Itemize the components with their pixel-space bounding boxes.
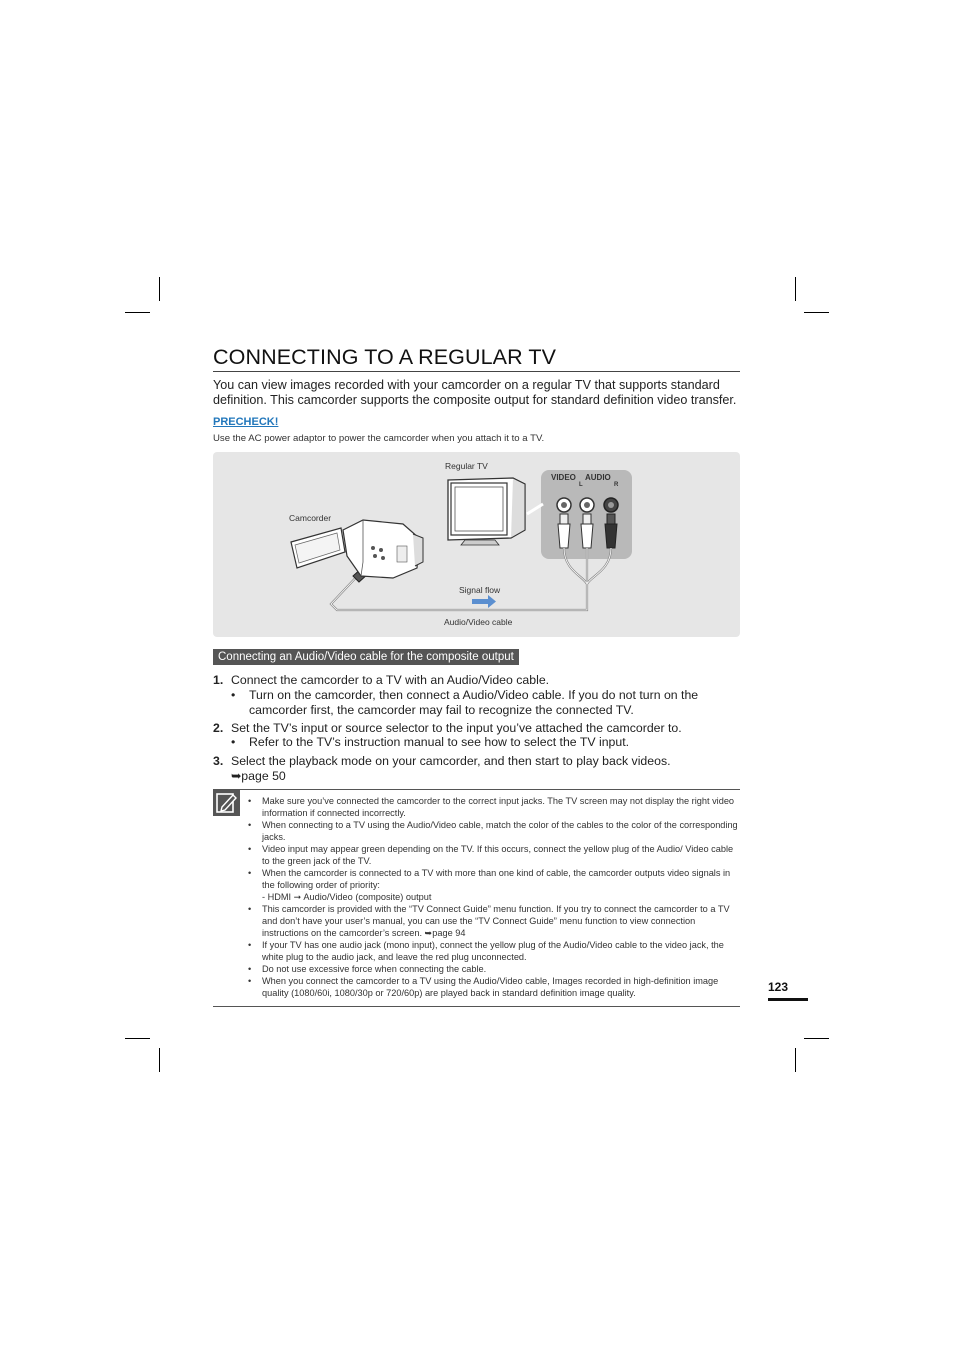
tv-jacks xyxy=(557,498,618,512)
step-text: Select the playback mode on your camcorder, and then start to play back videos. xyxy=(231,754,671,768)
page-number-bar xyxy=(768,998,808,1001)
crop-mark xyxy=(804,312,829,313)
note-item: • Do not use excessive force when connecting the cable. xyxy=(248,964,487,974)
tv-illustration xyxy=(448,478,525,545)
intro-paragraph: You can view images recorded with your camcorder on a regular TV that supports standard definition. This camcorder supports the composite output for standard definition video transfer. xyxy=(213,378,737,407)
audio-right-label: R xyxy=(614,482,619,488)
crop-mark xyxy=(159,277,160,301)
connection-diagram xyxy=(213,452,740,637)
step-1-bullet: • Turn on the camcorder, then connect a Audio/Video cable. If you do not turn on the camcorder first, the camcorder may fail to recognize the connected TV. xyxy=(231,688,721,718)
notes-list xyxy=(248,795,740,999)
step-2-bullet: • Refer to the TV’s instruction manual to see how to select the TV input. xyxy=(231,735,721,750)
audio-left-label: L xyxy=(579,482,583,488)
camcorder-label: Camcorder xyxy=(289,513,332,523)
audio-jack-label: AUDIO xyxy=(585,473,611,482)
step-3 xyxy=(213,754,733,784)
note-item: • Video input may appear green depending on the TV. If this occurs, connect the yellow plug of the Audio/ Video cable to the green jack of the TV. xyxy=(248,844,734,866)
step-1 xyxy=(213,673,733,688)
step-number: 3. xyxy=(213,754,224,768)
page-reference[interactable]: ➥page 50 xyxy=(231,769,286,783)
crop-mark xyxy=(804,1038,829,1039)
section-heading: Connecting an Audio/Video cable for the composite output xyxy=(213,649,519,665)
signal-flow-label: Signal flow xyxy=(459,585,501,595)
step-text: Set the TV’s input or source selector to the input you’ve attached the camcorder to. xyxy=(231,721,682,735)
page-title: CONNECTING TO A REGULAR TV xyxy=(213,344,740,372)
crop-mark xyxy=(795,1048,796,1072)
step-text: Connect the camcorder to a TV with an Audio/Video cable. xyxy=(231,673,550,687)
precheck-link[interactable]: PRECHECK! xyxy=(213,416,279,428)
av-cable-label: Audio/Video cable xyxy=(444,617,513,627)
cable-plugs xyxy=(558,514,617,548)
precheck-text: Use the AC power adaptor to power the camcorder when you attach it to a TV. xyxy=(213,433,545,444)
bullet-text: Refer to the TV’s instruction manual to see how to select the TV input. xyxy=(249,735,630,749)
note-bottom-divider xyxy=(213,1006,740,1007)
signal-flow-arrow xyxy=(472,595,496,608)
note-item: • When you connect the camcorder to a TV using the Audio/Video cable, Images recorded in high-definition image quality (1080/60i, 1080/30p or 720/60p) are played back in standard definition image quality. xyxy=(248,976,719,998)
note-item: • When connecting to a TV using the Audio/Video cable, match the color of the cables to the color of the corresponding jacks. xyxy=(248,820,738,842)
note-item: • When the camcorder is connected to a TV with more than one kind of cable, the camcorder outputs video signals in the following order of priority: - HDMI ➞ Audio/Video (composite) output xyxy=(248,867,740,903)
video-jack-label: VIDEO xyxy=(551,473,576,482)
crop-mark xyxy=(125,312,150,313)
diagram-drawing xyxy=(213,452,740,637)
crop-mark xyxy=(795,277,796,301)
note-item: • If your TV has one audio jack (mono input), connect the yellow plug of the Audio/Video cable to the video jack, the white plug to the audio jack, and leave the red plug unconnected. xyxy=(248,940,724,962)
page-number: 123 xyxy=(768,980,789,994)
step-number: 1. xyxy=(213,673,224,687)
bullet-text: Turn on the camcorder, then connect a Audio/Video cable. If you do not turn on the camcorder first, the camcorder may fail to recognize the connected TV. xyxy=(249,688,699,717)
crop-mark xyxy=(125,1038,150,1039)
crop-mark xyxy=(159,1048,160,1072)
step-2 xyxy=(213,721,733,736)
camcorder-illustration xyxy=(291,520,423,578)
note-item: • Make sure you’ve connected the camcorder to the correct input jacks. The TV screen may not display the right video information if connected incorrectly. xyxy=(248,796,735,818)
note-item: • This camcorder is provided with the “TV Connect Guide” menu function. If you try to connect the camcorder to a TV and don’t have your user’s manual, you can use the “TV Connect Guide” menu function to view connection instructions on the camcorder’s screen. ➥page 94 xyxy=(248,904,730,938)
note-divider xyxy=(213,789,740,790)
regular-tv-label: Regular TV xyxy=(445,461,488,471)
note-icon xyxy=(213,790,240,816)
note-priority: - HDMI ➞ Audio/Video (composite) output xyxy=(262,892,432,902)
step-number: 2. xyxy=(213,721,224,735)
